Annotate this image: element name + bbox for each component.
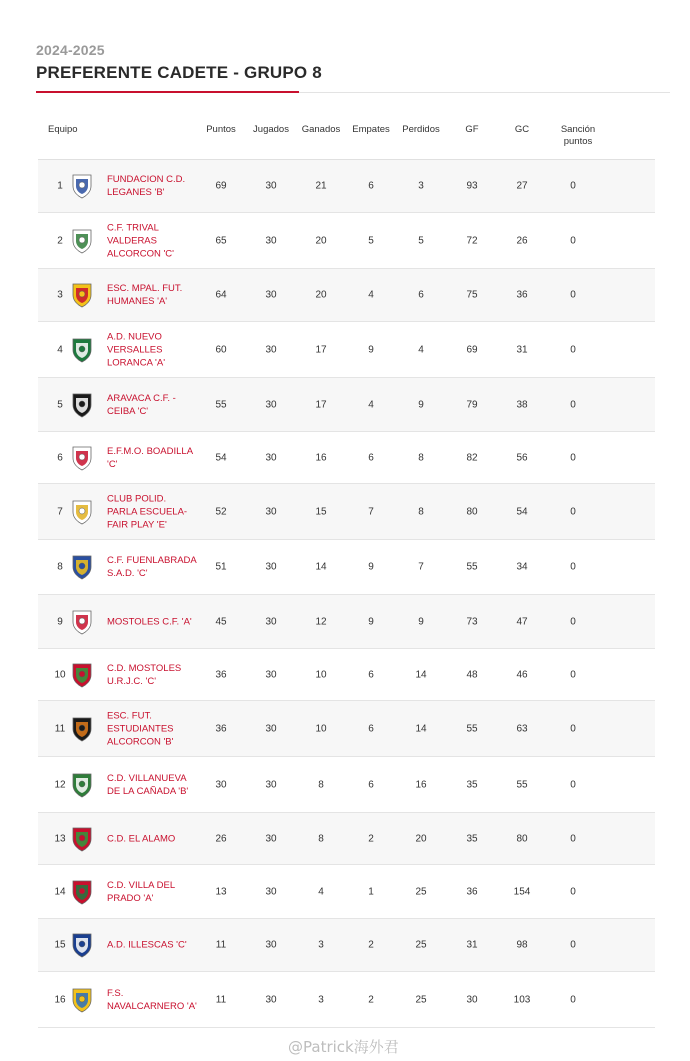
drawn-cell: 7 (368, 506, 374, 517)
drawn-cell: 1 (368, 886, 374, 897)
position-cell: 10 (54, 669, 66, 680)
sanction-cell: 0 (570, 452, 576, 463)
team-name-link[interactable]: A.D. ILLESCAS 'C' (107, 939, 187, 951)
leganes-crest-icon[interactable] (70, 173, 94, 199)
table-row[interactable] (38, 701, 655, 757)
sanction-cell: 0 (570, 886, 576, 897)
position-cell: 7 (57, 506, 63, 517)
goals-against-cell: 56 (516, 452, 528, 463)
title-underline (36, 91, 670, 94)
col-header-drawn[interactable]: Empates (352, 124, 390, 135)
table-row[interactable] (38, 378, 655, 432)
points-cell: 65 (215, 235, 227, 246)
page-header (36, 42, 670, 94)
goals-for-cell: 73 (466, 616, 478, 627)
team-name-link[interactable]: C.D. VILLANUEVA DE LA CAÑADA 'B' (107, 772, 189, 797)
table-row[interactable] (38, 322, 655, 378)
col-header-played[interactable]: Jugados (253, 124, 289, 135)
lost-cell: 25 (415, 939, 427, 951)
won-cell: 4 (318, 886, 324, 897)
mostoles-urjc-crest-icon[interactable] (70, 662, 94, 688)
lost-cell: 20 (415, 833, 427, 844)
won-cell: 8 (318, 779, 324, 790)
won-cell: 16 (315, 452, 327, 463)
goals-against-cell: 27 (516, 180, 528, 192)
goals-for-cell: 36 (466, 886, 478, 897)
goals-for-cell: 35 (466, 779, 478, 790)
team-name-link[interactable]: C.F. TRIVAL VALDERAS ALCORCON 'C' (107, 222, 174, 259)
goals-for-cell: 80 (466, 506, 478, 517)
drawn-cell: 2 (368, 939, 374, 951)
parla-crest-icon[interactable] (70, 499, 94, 525)
col-header-lost[interactable]: Perdidos (402, 124, 440, 135)
won-cell: 15 (315, 506, 327, 517)
humanes-crest-icon[interactable] (70, 282, 94, 308)
position-cell: 5 (57, 399, 63, 410)
position-cell: 15 (54, 939, 66, 951)
lost-cell: 25 (415, 994, 427, 1005)
table-row[interactable] (38, 484, 655, 540)
table-row[interactable] (38, 649, 655, 701)
lost-cell: 9 (418, 616, 424, 627)
col-header-gf[interactable]: GF (465, 124, 479, 135)
goals-against-cell: 46 (516, 669, 528, 680)
lost-cell: 6 (418, 289, 424, 301)
drawn-cell: 9 (368, 344, 374, 355)
sanction-cell: 0 (570, 723, 576, 734)
goals-against-cell: 98 (516, 939, 528, 951)
position-cell: 1 (57, 180, 63, 192)
drawn-cell: 6 (368, 723, 374, 734)
drawn-cell: 6 (368, 779, 374, 790)
goals-for-cell: 55 (466, 561, 478, 573)
points-cell: 30 (215, 779, 227, 790)
lost-cell: 9 (418, 399, 424, 410)
boadilla-crest-icon[interactable] (70, 445, 94, 471)
trival-crest-icon[interactable] (70, 228, 94, 254)
points-cell: 36 (215, 669, 227, 680)
points-cell: 13 (215, 886, 227, 897)
goals-against-cell: 63 (516, 723, 528, 734)
played-cell: 30 (265, 399, 277, 410)
points-cell: 52 (215, 506, 227, 517)
lost-cell: 16 (415, 779, 427, 790)
played-cell: 30 (265, 669, 277, 680)
drawn-cell: 4 (368, 399, 374, 410)
sanction-cell: 0 (570, 289, 576, 301)
goals-for-cell: 79 (466, 399, 478, 410)
table-row[interactable] (38, 865, 655, 919)
position-cell: 14 (54, 886, 66, 897)
won-cell: 17 (315, 399, 327, 410)
won-cell: 20 (315, 235, 327, 246)
played-cell: 30 (265, 506, 277, 517)
won-cell: 14 (315, 561, 327, 573)
lost-cell: 25 (415, 886, 427, 897)
table-header (38, 122, 655, 160)
goals-against-cell: 55 (516, 779, 528, 790)
played-cell: 30 (265, 886, 277, 897)
position-cell: 8 (57, 561, 63, 573)
col-header-sanction[interactable] (548, 124, 608, 148)
table-row[interactable] (38, 813, 655, 865)
table-row[interactable] (38, 432, 655, 484)
won-cell: 3 (318, 939, 324, 951)
won-cell: 8 (318, 833, 324, 844)
team-name-link[interactable]: A.D. NUEVO VERSALLES LORANCA 'A' (107, 331, 166, 368)
lost-cell: 4 (418, 344, 424, 355)
drawn-cell: 4 (368, 289, 374, 301)
drawn-cell: 9 (368, 561, 374, 573)
points-cell: 54 (215, 452, 227, 463)
page-title: PREFERENTE CADETE - GRUPO 8 (36, 63, 322, 82)
goals-against-cell: 103 (513, 994, 531, 1005)
won-cell: 3 (318, 994, 324, 1005)
sanction-cell: 0 (570, 561, 576, 573)
goals-against-cell: 26 (516, 235, 528, 246)
table-row[interactable] (38, 213, 655, 269)
team-name-link[interactable]: E.F.M.O. BOADILLA 'C' (107, 445, 193, 470)
sanction-cell: 0 (570, 344, 576, 355)
points-cell: 51 (215, 561, 227, 573)
mostoles-cf-crest-icon[interactable] (70, 609, 94, 635)
table-body (38, 160, 655, 1028)
lost-cell: 7 (418, 561, 424, 573)
drawn-cell: 6 (368, 452, 374, 463)
col-header-won[interactable]: Ganados (301, 124, 341, 135)
lost-cell: 14 (415, 723, 427, 734)
villanueva-crest-icon[interactable] (70, 772, 94, 798)
villa-prado-crest-icon[interactable] (70, 879, 94, 905)
el-alamo-crest-icon[interactable] (70, 826, 94, 852)
team-name-link[interactable]: C.D. EL ALAMO (107, 833, 176, 844)
goals-against-cell: 38 (516, 399, 528, 410)
points-cell: 45 (215, 616, 227, 627)
played-cell: 30 (265, 616, 277, 627)
sanction-cell: 0 (570, 994, 576, 1005)
lost-cell: 8 (418, 506, 424, 517)
goals-against-cell: 154 (513, 886, 531, 897)
goals-against-cell: 80 (516, 833, 528, 844)
drawn-cell: 6 (368, 669, 374, 680)
drawn-cell: 2 (368, 833, 374, 844)
standings-table (38, 122, 655, 1028)
team-name-link[interactable]: ESC. FUT. ESTUDIANTES ALCORCON 'B' (107, 710, 174, 747)
goals-for-cell: 93 (466, 180, 478, 192)
played-cell: 30 (265, 452, 277, 463)
goals-against-cell: 34 (516, 561, 528, 573)
position-cell: 16 (54, 994, 66, 1005)
table-row[interactable] (38, 919, 655, 972)
col-header-gc[interactable]: GC (514, 124, 530, 135)
goals-for-cell: 75 (466, 289, 478, 301)
played-cell: 30 (265, 833, 277, 844)
team-name-link[interactable]: C.F. FUENLABRADA S.A.D. 'C' (107, 555, 197, 579)
goals-for-cell: 30 (466, 994, 478, 1005)
aravaca-crest-icon[interactable] (70, 392, 94, 418)
position-cell: 4 (57, 344, 63, 355)
points-cell: 64 (215, 289, 227, 301)
sanction-cell: 0 (570, 833, 576, 844)
played-cell: 30 (265, 289, 277, 301)
position-cell: 11 (54, 723, 66, 734)
season-label: 2024-2025 (36, 42, 105, 58)
played-cell: 30 (265, 779, 277, 790)
team-name-link[interactable]: C.D. VILLA DEL PRADO 'A' (107, 879, 175, 904)
sanction-cell: 0 (570, 235, 576, 246)
table-row[interactable] (38, 595, 655, 649)
drawn-cell: 6 (368, 180, 374, 192)
played-cell: 30 (265, 939, 277, 951)
lost-cell: 14 (415, 669, 427, 680)
drawn-cell: 9 (368, 616, 374, 627)
drawn-cell: 5 (368, 235, 374, 246)
played-cell: 30 (265, 180, 277, 192)
goals-for-cell: 82 (466, 452, 478, 463)
team-name-link[interactable]: MOSTOLES C.F. 'A' (107, 616, 192, 627)
position-cell: 12 (54, 779, 66, 790)
sanction-cell: 0 (570, 779, 576, 790)
table-row[interactable] (38, 160, 655, 213)
position-cell: 13 (54, 833, 66, 844)
played-cell: 30 (265, 561, 277, 573)
won-cell: 10 (315, 669, 327, 680)
navalcarnero-crest-icon[interactable] (70, 987, 94, 1013)
points-cell: 11 (215, 994, 227, 1005)
played-cell: 30 (265, 723, 277, 734)
estudiantes-crest-icon[interactable] (70, 716, 94, 742)
team-name-link[interactable]: C.D. MOSTOLES U.R.J.C. 'C' (107, 662, 182, 687)
won-cell: 12 (315, 616, 327, 627)
points-cell: 11 (215, 939, 227, 951)
team-name-link[interactable]: F.S. NAVALCARNERO 'A' (107, 987, 197, 1012)
table-row[interactable] (38, 757, 655, 813)
position-cell: 3 (57, 289, 63, 301)
fuenlabrada-crest-icon[interactable] (70, 554, 94, 580)
won-cell: 10 (315, 723, 327, 734)
team-name-link[interactable]: ESC. MPAL. FUT. HUMANES 'A' (107, 283, 183, 307)
sanction-cell: 0 (570, 616, 576, 627)
sanction-cell: 0 (570, 180, 576, 192)
goals-for-cell: 48 (466, 669, 478, 680)
col-header-points[interactable]: Puntos (206, 124, 236, 135)
points-cell: 36 (215, 723, 227, 734)
table-row[interactable] (38, 269, 655, 322)
illescas-crest-icon[interactable] (70, 932, 94, 958)
played-cell: 30 (265, 344, 277, 355)
played-cell: 30 (265, 235, 277, 246)
position-cell: 2 (57, 235, 63, 246)
col-header-sanction-line1: Sanción (560, 124, 596, 135)
watermark: @Patrick海外君 (288, 1038, 399, 1056)
points-cell: 60 (215, 344, 227, 355)
versalles-crest-icon[interactable] (70, 337, 94, 363)
sanction-cell: 0 (570, 669, 576, 680)
won-cell: 20 (315, 289, 327, 301)
played-cell: 30 (265, 994, 277, 1005)
col-header-sanction-line2: puntos (563, 136, 593, 147)
points-cell: 55 (215, 399, 227, 410)
table-row[interactable] (38, 972, 655, 1028)
goals-against-cell: 31 (516, 344, 528, 355)
goals-for-cell: 35 (466, 833, 478, 844)
team-name-link[interactable]: CLUB POLID. PARLA ESCUELA-FAIR PLAY 'E' (107, 493, 188, 530)
goals-against-cell: 54 (516, 506, 528, 517)
team-name-link[interactable]: FUNDACION C.D. LEGANES 'B' (107, 174, 186, 198)
sanction-cell: 0 (570, 939, 576, 951)
sanction-cell: 0 (570, 399, 576, 410)
won-cell: 21 (315, 180, 327, 192)
lost-cell: 8 (418, 452, 424, 463)
goals-for-cell: 69 (466, 344, 478, 355)
points-cell: 26 (215, 833, 227, 844)
col-header-team[interactable]: Equipo (48, 124, 78, 135)
goals-against-cell: 47 (516, 616, 528, 627)
goals-for-cell: 72 (466, 235, 478, 246)
sanction-cell: 0 (570, 506, 576, 517)
position-cell: 6 (57, 452, 63, 463)
won-cell: 17 (315, 344, 327, 355)
team-name-link[interactable]: ARAVACA C.F. - CEIBA 'C' (107, 392, 176, 417)
goals-for-cell: 55 (466, 723, 478, 734)
position-cell: 9 (57, 616, 63, 627)
goals-for-cell: 31 (466, 939, 478, 951)
points-cell: 69 (215, 180, 227, 192)
goals-against-cell: 36 (516, 289, 528, 301)
drawn-cell: 2 (368, 994, 374, 1005)
table-row[interactable] (38, 540, 655, 595)
lost-cell: 5 (418, 235, 424, 246)
lost-cell: 3 (418, 180, 424, 192)
